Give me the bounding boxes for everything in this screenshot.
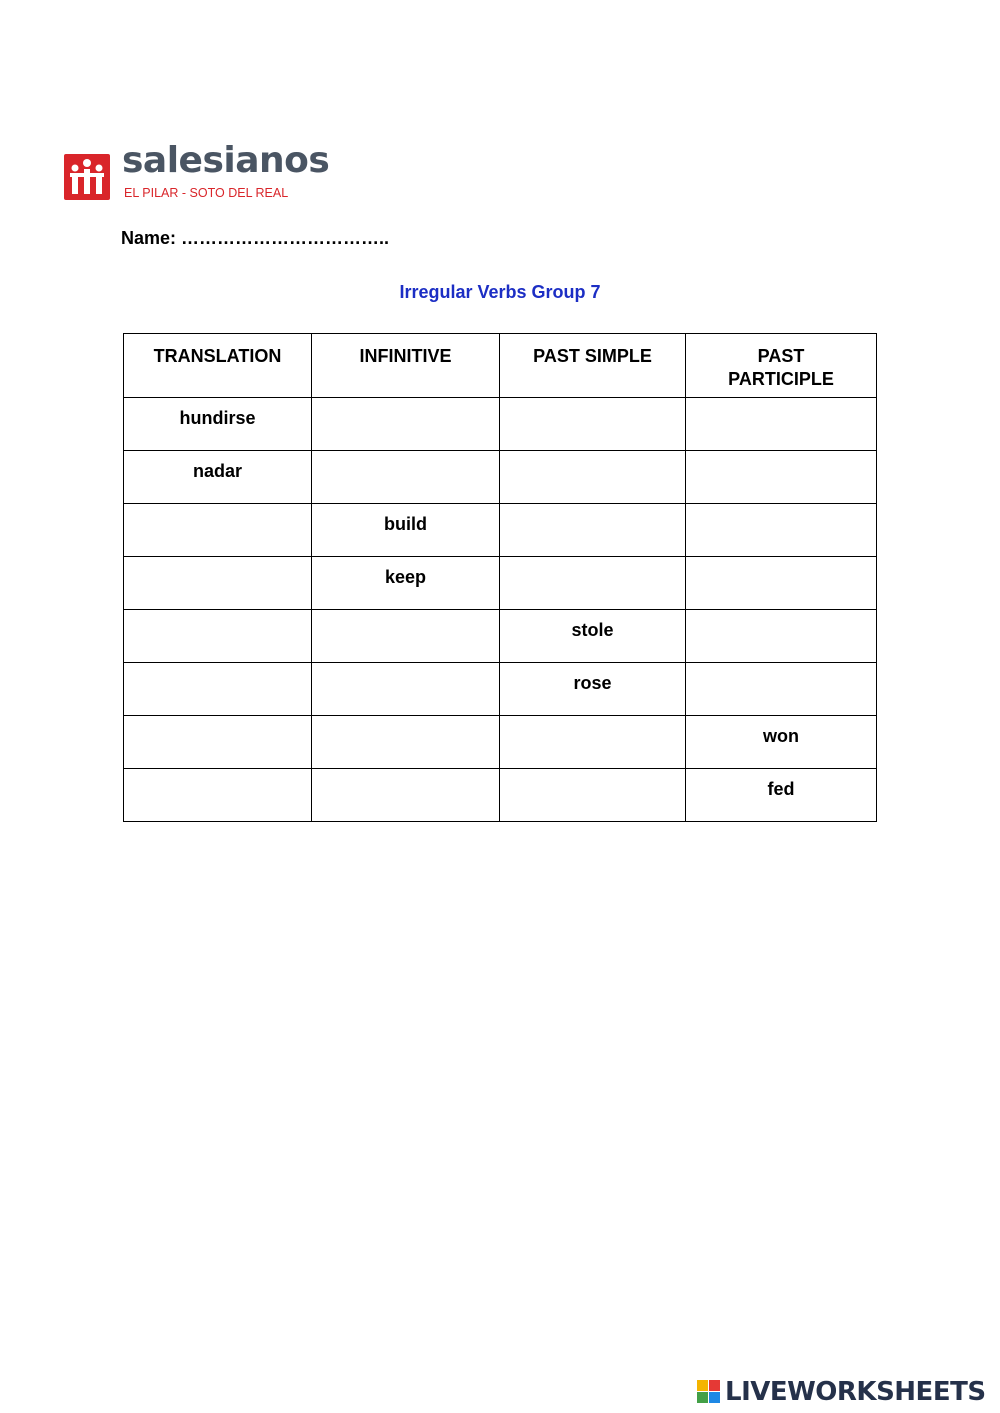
cell-past-simple[interactable]	[500, 451, 686, 504]
cell-translation[interactable]	[124, 557, 312, 610]
cell-infinitive: keep	[312, 557, 500, 610]
table-row	[124, 663, 877, 716]
header-translation: TRANSLATION	[124, 334, 312, 398]
cell-translation: hundirse	[124, 398, 312, 451]
cell-past-simple[interactable]	[500, 769, 686, 822]
cell-infinitive[interactable]	[312, 769, 500, 822]
cell-translation[interactable]	[124, 610, 312, 663]
header-infinitive: INFINITIVE	[312, 334, 500, 398]
cell-translation[interactable]	[124, 663, 312, 716]
worksheet-title: Irregular Verbs Group 7	[399, 282, 601, 302]
logo-wordmark: salesianos	[122, 140, 330, 181]
header-past-participle: PAST PARTICIPLE	[686, 334, 877, 398]
table-row	[124, 451, 877, 504]
name-field-line: Name: ……………………………..	[121, 228, 390, 248]
table-row	[124, 398, 877, 451]
liveworksheets-footer	[697, 1377, 997, 1409]
cell-past-simple: rose	[500, 663, 686, 716]
cell-past-participle[interactable]	[686, 610, 877, 663]
table-row	[124, 557, 877, 610]
cell-past-simple[interactable]	[500, 557, 686, 610]
cell-infinitive[interactable]	[312, 716, 500, 769]
cell-translation[interactable]	[124, 716, 312, 769]
cell-translation[interactable]	[124, 504, 312, 557]
liveworksheets-logo-icon	[697, 1380, 721, 1404]
cell-past-participle[interactable]	[686, 398, 877, 451]
cell-past-participle[interactable]	[686, 504, 877, 557]
table-row	[124, 716, 877, 769]
cell-past-simple[interactable]	[500, 716, 686, 769]
cell-translation: nadar	[124, 451, 312, 504]
school-logo	[64, 140, 330, 204]
cell-translation[interactable]	[124, 769, 312, 822]
table-row	[124, 610, 877, 663]
cell-infinitive[interactable]	[312, 451, 500, 504]
header-past-simple: PAST SIMPLE	[500, 334, 686, 398]
cell-infinitive[interactable]	[312, 398, 500, 451]
verbs-table	[123, 333, 877, 822]
cell-past-participle[interactable]	[686, 663, 877, 716]
table-row	[124, 769, 877, 822]
salesianos-emblem-icon	[64, 154, 110, 200]
liveworksheets-brand: LIVEWORKSHEETS	[725, 1377, 986, 1407]
cell-past-simple[interactable]	[500, 398, 686, 451]
logo-subtitle: EL PILAR - SOTO DEL REAL	[124, 186, 289, 200]
cell-past-participle[interactable]	[686, 451, 877, 504]
table-header-row	[124, 334, 877, 398]
cell-past-participle[interactable]	[686, 557, 877, 610]
cell-past-participle: won	[686, 716, 877, 769]
cell-infinitive: build	[312, 504, 500, 557]
cell-past-participle: fed	[686, 769, 877, 822]
cell-infinitive[interactable]	[312, 610, 500, 663]
cell-past-simple[interactable]	[500, 504, 686, 557]
cell-infinitive[interactable]	[312, 663, 500, 716]
table-row	[124, 504, 877, 557]
cell-past-simple: stole	[500, 610, 686, 663]
